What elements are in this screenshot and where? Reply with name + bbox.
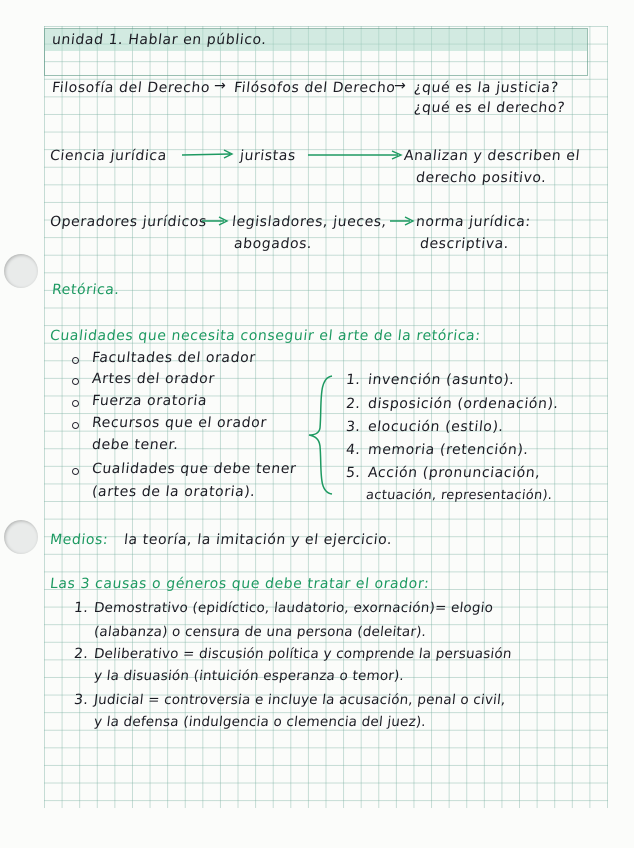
right-list-item-4: memoria (retención). xyxy=(367,442,530,458)
medios-label: Medios: xyxy=(49,532,110,548)
flow2-juristas: juristas xyxy=(239,148,297,164)
flow3-descriptiva: descriptiva. xyxy=(419,236,510,252)
causa-num-1: 1. xyxy=(73,600,90,616)
flow3-operadores: Operadores jurídicos xyxy=(49,214,208,230)
left-list-item-4: Recursos que el orador xyxy=(91,415,268,431)
flow3-arrow-1 xyxy=(200,214,230,228)
left-list-item-4-cont: debe tener. xyxy=(91,437,180,453)
medios-text: la teoría, la imitación y el ejercicio. xyxy=(123,532,394,548)
left-list-item-1: Facultades del orador xyxy=(91,350,257,366)
flow1-filosofia: Filosofía del Derecho xyxy=(51,80,211,96)
right-list-item-5-cont: actuación, representación). xyxy=(365,488,554,503)
flow3-legisladores: legisladores, jueces, xyxy=(231,214,388,230)
flow2-ciencia: Ciencia jurídica xyxy=(49,148,168,164)
right-list-num-1: 1. xyxy=(345,372,362,388)
flow2-arrow-2 xyxy=(306,148,406,162)
flow1-arrow-2: → xyxy=(393,78,408,94)
causa-num-3: 3. xyxy=(73,692,90,708)
causa-3-line-2: y la defensa (indulgencia o clemencia del juez). xyxy=(93,714,427,730)
left-list-item-3: Fuerza oratoria xyxy=(91,393,208,409)
bullet-dot xyxy=(72,400,79,407)
bullet-dot xyxy=(72,468,79,475)
bullet-dot xyxy=(72,422,79,429)
left-list-item-5: Cualidades que debe tener xyxy=(91,461,298,477)
bullet-dot xyxy=(72,357,79,364)
right-list-num-4: 4. xyxy=(345,442,362,458)
page-margin-top xyxy=(0,0,634,26)
flow3-norma: norma jurídica: xyxy=(415,214,532,230)
bullet-dot xyxy=(72,378,79,385)
flow1-arrow-1: → xyxy=(213,78,228,94)
flow3-abogados: abogados. xyxy=(233,236,313,252)
page-title: unidad 1. Hablar en público. xyxy=(51,32,268,48)
causa-3-line-1: Judicial = controversia e incluye la acusación, penal o civil, xyxy=(93,692,507,708)
retorica-heading: Retórica. xyxy=(51,282,121,298)
right-list-num-5: 5. xyxy=(345,465,362,481)
page-margin-right xyxy=(608,0,634,848)
causa-num-2: 2. xyxy=(73,646,90,662)
binder-hole-top xyxy=(4,254,38,288)
flow2-derecho-positivo: derecho positivo. xyxy=(415,170,548,186)
cualidades-heading: Cualidades que necesita conseguir el arte de la retórica: xyxy=(49,328,482,344)
right-list-item-2: disposición (ordenación). xyxy=(367,396,560,412)
flow1-filosofos: Filósofos del Derecho xyxy=(233,80,397,96)
flow2-analizan: Analizan y describen el xyxy=(403,148,581,164)
causa-1-line-1: Demostrativo (epidíctico, laudatorio, exornación)= elogio xyxy=(93,600,494,616)
causa-2-line-1: Deliberativo = discusión política y comprende la persuasión xyxy=(93,646,513,662)
flow1-question-derecho: ¿qué es el derecho? xyxy=(413,100,566,116)
curly-brace xyxy=(306,374,336,496)
causas-heading: Las 3 causas o géneros que debe tratar el orador: xyxy=(49,576,431,592)
left-list-item-2: Artes del orador xyxy=(91,371,216,387)
page-margin-bottom xyxy=(0,808,634,848)
right-list-item-3: elocución (estilo). xyxy=(367,419,505,435)
right-list-item-1: invención (asunto). xyxy=(367,372,516,388)
right-list-item-5: Acción (pronunciación, xyxy=(367,465,542,481)
causa-1-line-2: (alabanza) o censura de una persona (deleitar). xyxy=(93,624,427,640)
left-list-item-5-cont: (artes de la oratoria). xyxy=(91,484,257,500)
right-list-num-2: 2. xyxy=(345,396,362,412)
binder-hole-bottom xyxy=(4,520,38,554)
page-margin-left xyxy=(0,0,44,848)
flow3-arrow-2 xyxy=(388,214,416,228)
flow1-question-justicia: ¿qué es la justicia? xyxy=(413,80,560,96)
flow2-arrow-1 xyxy=(180,148,236,162)
causa-2-line-2: y la disuasión (intuición esperanza o temor). xyxy=(93,668,405,684)
right-list-num-3: 3. xyxy=(345,419,362,435)
